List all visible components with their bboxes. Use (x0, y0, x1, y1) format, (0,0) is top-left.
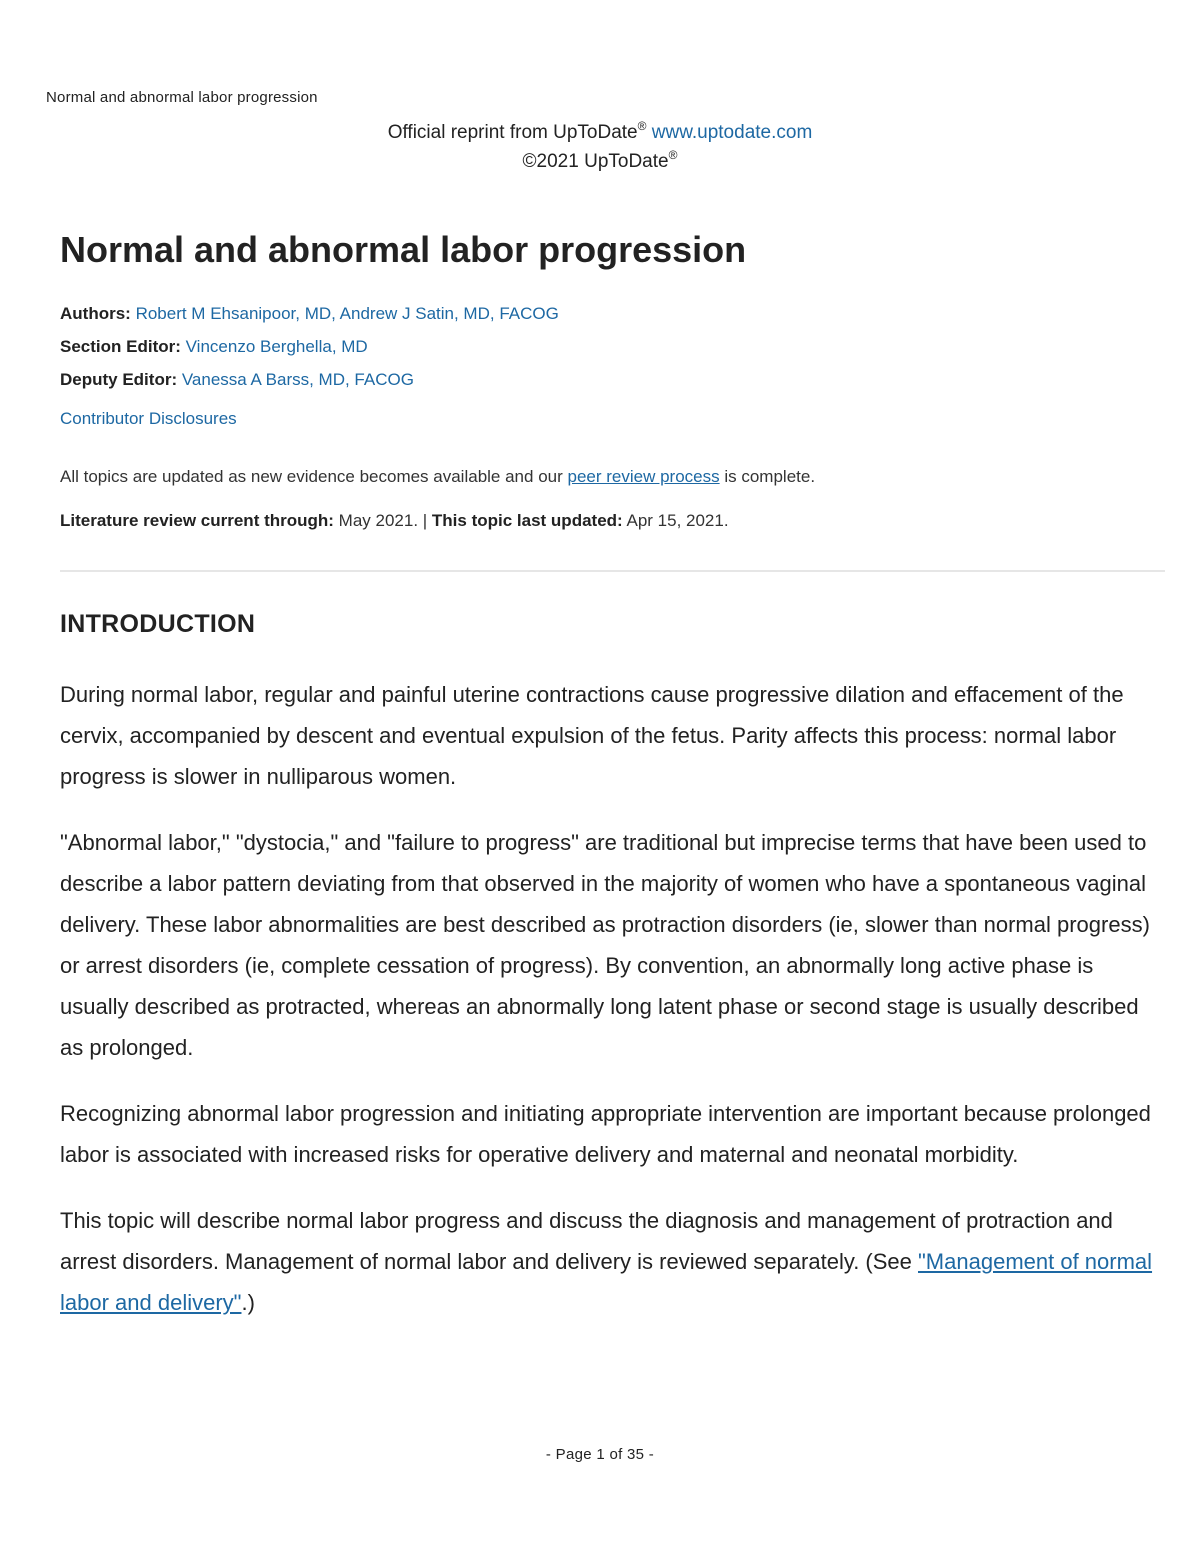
page-number-footer: - Page 1 of 35 - (545, 1446, 655, 1463)
editorial-credits (60, 297, 1165, 396)
contributor-disclosures-link[interactable]: Contributor Disclosures (60, 409, 237, 428)
intro-paragraph-1: During normal labor, regular and painful uterine contractions cause progressive dilation and effacement of the cervix, accompanied by descent and eventual expulsion of the fetus. Parity affects this process: normal labor progress is slower in nulliparous women. (60, 682, 1124, 789)
update-note-suffix: is complete. (719, 467, 816, 486)
section-editor-label: Section Editor: (60, 337, 181, 356)
deputy-editor-line (60, 363, 1165, 396)
registered-mark-2: ® (668, 148, 678, 162)
article-content (60, 225, 1165, 1323)
section-divider (60, 570, 1165, 572)
lit-review-value: May 2021. | (333, 511, 432, 530)
last-updated-value: Apr 15, 2021. (622, 511, 729, 530)
authors-line (60, 297, 1165, 330)
disclosures-row (60, 408, 1165, 430)
reprint-line (0, 118, 1200, 147)
reprint-notice (0, 118, 1200, 176)
authors-link[interactable]: Robert M Ehsanipoor, MD, Andrew J Satin, MD, FACOG (135, 304, 559, 323)
update-note (60, 466, 1165, 488)
intro-paragraph-4 (60, 1200, 1165, 1323)
section-editor-line (60, 330, 1165, 363)
peer-review-process-link[interactable]: peer review process (567, 467, 720, 486)
uptodate-url-link[interactable]: www.uptodate.com (651, 122, 813, 143)
update-note-prefix: All topics are updated as new evidence becomes available and our (60, 467, 568, 486)
intro-paragraph-4-text: This topic will describe normal labor progress and discuss the diagnosis and management of protraction and arrest disorders. Management of normal labor and delivery is reviewed separately. (See (60, 1208, 1113, 1274)
reprint-prefix: Official reprint from UpToDate (387, 122, 638, 143)
intro-paragraph-4-end: .) (241, 1290, 255, 1315)
registered-mark: ® (637, 119, 647, 133)
article-title: Normal and abnormal labor progression (60, 229, 747, 270)
deputy-editor-link[interactable]: Vanessa A Barss, MD, FACOG (181, 370, 414, 389)
section-editor-link[interactable]: Vincenzo Berghella, MD (185, 337, 368, 356)
intro-paragraph-2: "Abnormal labor," "dystocia," and "failure to progress" are traditional but imprecise terms that have been used to describe a labor pattern deviating from that observed in the majority of women who have a spontaneous vaginal delivery. These labor abnormalities are best described as protraction disorders (ie, slower than normal progress) or arrest disorders (ie, complete cessation of progress). By convention, an abnormally long active phase is usually described as protracted, whereas an abnormally long latent phase or second stage is usually described as prolonged. (60, 830, 1150, 1060)
lit-review-label: Literature review current through: (60, 511, 334, 530)
last-updated-label: This topic last updated: (431, 511, 623, 530)
intro-paragraph-3: Recognizing abnormal labor progression and initiating appropriate intervention are important because prolonged labor is associated with increased risks for operative delivery and maternal and neonatal morbidity. (60, 1101, 1151, 1167)
authors-label: Authors: (60, 304, 131, 323)
copyright-line (0, 147, 1200, 176)
introduction-heading: INTRODUCTION (60, 610, 256, 638)
copyright-text: ©2021 UpToDate (522, 151, 669, 172)
running-header-title: Normal and abnormal labor progression (46, 89, 318, 106)
deputy-editor-label: Deputy Editor: (60, 370, 178, 389)
management-normal-labor-link[interactable]: "Management of normal labor and delivery" (60, 1249, 1153, 1315)
review-dates (60, 510, 1165, 532)
